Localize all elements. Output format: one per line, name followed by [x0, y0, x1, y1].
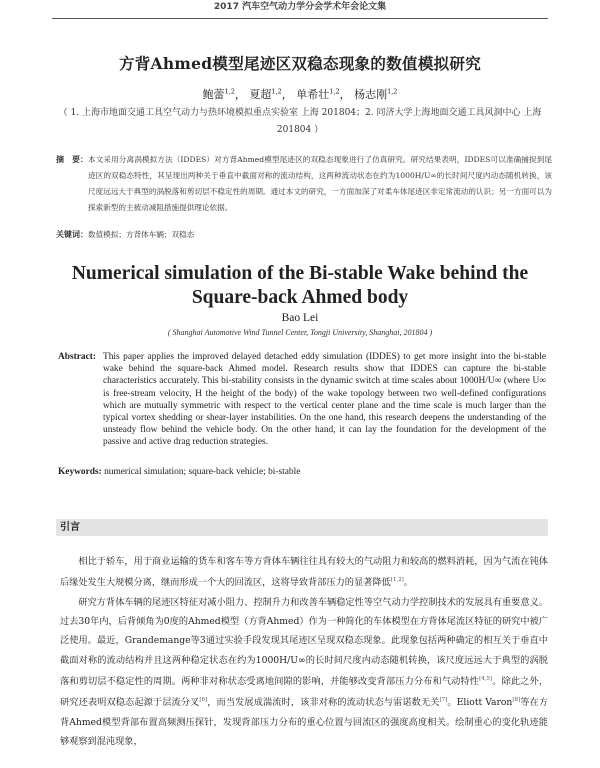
citation[interactable]: [4,5]	[479, 675, 493, 682]
chinese-abstract-label: 摘 要：	[56, 155, 88, 164]
author-separator: ，	[234, 88, 246, 101]
chinese-abstract	[56, 152, 552, 216]
english-abstract-label: Abstract:	[58, 352, 97, 362]
english-abstract-text: This paper applies the improved delayed detached eddy simulation (IDDES) to get more insight into the bi-stable wake behind the square-back Ahmed model. Research results show that IDDES can capture the bi-stable characteristics accurately. This bi-stability consists in the dynamic switch at time scales about 1000H/U∞ (where U∞ is free-stream velocity, H the height of the body) of the wake topology between two well-defined configurations which are mutually symmetric with respect to the vertical center plane and the time scale is much larger than the typical vortex shedding or shear-layer instabilities. On the one hand, this research deepens the understanding of the unsteady flow behind the vehicle body. On the other hand, it can lay the foundation for the development of the passive and active drag reduction strategies.	[103, 352, 546, 448]
author-separator: ，	[339, 88, 351, 101]
author-separator: ，	[281, 88, 293, 101]
paragraph-text: 研究方背体车辆的尾迹区特征对减小阻力、控制升力和改善车辆稳定性等空气动力学控制技术的发展具有重要意义。过去30年内，后背倾角为0度的Ahmed模型（方背Ahmed）作为一种简化的车体模型在方背体尾流区特征的研究中被广泛使用。最近，Grandemange等3通过实验手段发现其尾迹区呈现双稳态现象。此现象包括两种确定的相互关于垂直中截面对称的流动结构并且这两种稳定状态在约为1000H/U∞的长时间尺度内动态随机转换，该尺度远远大于典型的涡脱落和剪切层不稳定性的周期。两种非对称状态受离地间隙的影响，并能够改变背部压力分布和气动特性	[60, 596, 548, 687]
section-title: 引言	[60, 522, 80, 533]
chinese-title: 方背Ahmed模型尾迹区双稳态现象的数值模拟研究	[118, 54, 482, 73]
author-name: 杨志刚	[354, 88, 388, 101]
running-header: 2017 汽车空气动力学分会学术年会论文集	[213, 2, 387, 12]
author-affil-mark: 1,2	[387, 87, 398, 96]
english-keywords-text: numerical simulation; square-back vehicle; bi-stable	[104, 467, 301, 477]
paragraph	[60, 552, 548, 593]
english-abstract	[58, 351, 546, 449]
body-text	[60, 552, 548, 751]
author-affil-mark: 1,2	[271, 87, 282, 96]
chinese-keywords	[56, 229, 552, 240]
paragraph-text: 等在方背Ahmed模型背部布置高频测压探针，发现背部压力分布的重心位置与回流区的强度高度相关。绘制重心的变化轨迹能够观察到混沌现象，	[60, 697, 549, 747]
header-divider	[52, 18, 548, 19]
paragraph-text: 。	[403, 577, 413, 589]
section-heading-bar	[56, 519, 548, 536]
paragraph	[60, 593, 548, 752]
author-name: 夏超	[249, 88, 272, 101]
english-affiliation: ( Shanghai Automotive Wind Tunnel Center, Tongji University, Shanghai, 201804 )	[167, 328, 433, 337]
author-name: 鲍蕾	[202, 88, 225, 101]
english-keywords	[58, 467, 546, 477]
paragraph-text: 。除此之外，研究还表明双稳态起源于层流分叉	[60, 675, 549, 709]
english-title: Numerical simulation of the Bi-stable Wake behind the Square-back Ahmed body	[71, 263, 529, 308]
citation[interactable]: [7]	[439, 697, 448, 704]
chinese-abstract-text: 本文采用分离涡模拟方法（IDDES）对方背Ahmed模型尾迹区的双稳态现象进行了仿真研究。研究结果表明，IDDES可以准确捕捉到尾迹区的双稳态特性，其呈现出两种关于垂直中截面对称的流动结构，这两种流动状态在约为1000H/U∞的长时间尺度内动态随机转换，该尺度远远大于典型的涡脱落和剪切层不稳定性的周期。通过本文的研究，一方面加深了对柔车体尾迹区非定常流动的认识；另一方面可以为探索新型的主被动减阻措施提供理论依据。	[88, 155, 552, 212]
english-author: Bao Lei	[281, 312, 319, 324]
author-name: 单希壮	[296, 88, 330, 101]
paragraph-text: 。Eliott Varon	[447, 697, 513, 709]
author-affil-mark: 1,2	[329, 87, 340, 96]
citation[interactable]: [6]	[199, 697, 208, 704]
english-keywords-label: Keywords:	[58, 467, 102, 477]
author-affil-mark: 1,2	[224, 87, 235, 96]
paragraph-text: 相比于轿车，用于商业运输的货车和客车等方背体车辆往往具有较大的气动阻力和较高的燃料消耗，因为气流在钝体后缘处发生大规模分离，继而形成一个大的回流区，这将导致背部压力的显著降低	[60, 556, 548, 589]
chinese-keywords-label: 关键词：	[56, 230, 88, 239]
citation[interactable]: [1,2]	[390, 577, 404, 584]
chinese-affiliation: （ 1. 上海市地面交通工具空气动力与热环境模拟重点实验室 上海 201804；2. 同济大学上海地面交通工具风洞中心 上海 201804 ）	[58, 108, 542, 135]
chinese-keywords-text: 数值模拟；方背体车辆；双稳态	[88, 230, 195, 239]
paragraph-text: ，而当发展成湍流时，该非对称的流动状态与雷诺数无关	[207, 697, 440, 709]
citation[interactable]: [8]	[512, 697, 521, 704]
chinese-authors	[0, 86, 600, 102]
